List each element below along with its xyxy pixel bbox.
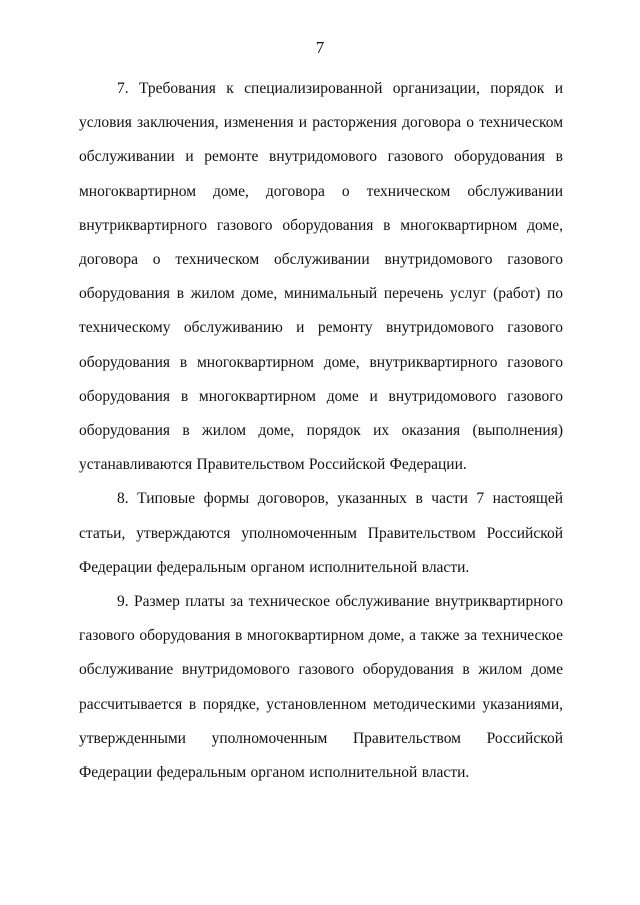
paragraph-7: 7. Требования к специализированной организации, порядок и условия заключения, изменения и расторжения договора о техническом обслуживании и ремонте внутридомового газового оборудования в многоквартирном доме, договора о техническом обслуживании внутриквартирного газового оборудования в многоквартирном доме, договора о техническом обслуживании внутридомового газового оборудования в жилом доме, минимальный перечень услуг (работ) по техническому обслуживанию и ремонту внутридомового газового оборудования в многоквартирном доме, внутриквартирного газового оборудования в многоквартирном доме и внутридомового газового оборудования в жилом доме, порядок их оказания (выполнения) устанавливаются Правительством Российской Федерации.: [79, 80, 563, 474]
paragraph-8: 8. Типовые формы договоров, указанных в части 7 настоящей статьи, утверждаются уполномоченным Правительством Российской Федерации федеральным органом исполнительной власти.: [79, 490, 563, 576]
paragraph-9: 9. Размер платы за техническое обслуживание внутриквартирного газового оборудования в многоквартирном доме, а также за техническое обслуживание внутридомового газового оборудования в жилом доме рассчитывается в порядке, установленном методическими указаниями, утвержденными уполномоченным Правительством Российской Федерации федеральным органом исполнительной власти.: [79, 593, 563, 782]
document-body: [79, 72, 563, 790]
page-number: 7: [315, 38, 325, 57]
